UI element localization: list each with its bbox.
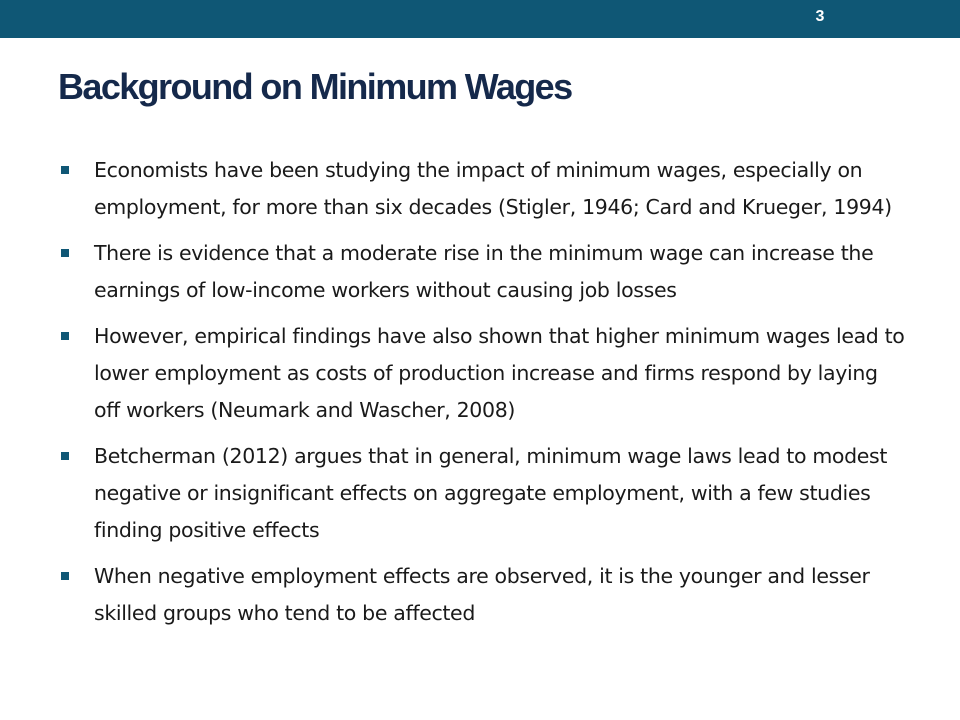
bullet-item xyxy=(58,318,908,429)
square-bullet-icon xyxy=(61,452,69,460)
bullet-item xyxy=(58,152,908,226)
slide-number: 3 xyxy=(815,8,825,25)
bullet-item xyxy=(58,438,908,549)
bullet-text: There is evidence that a moderate rise in the minimum wage can increase the earnings of low-income workers without causing job losses xyxy=(94,241,874,302)
bullet-item xyxy=(58,235,908,309)
bullet-text: Economists have been studying the impact of minimum wages, especially on employment, for more than six decades (Stigler, 1946; Card and Krueger, 1994) xyxy=(94,158,892,219)
square-bullet-icon xyxy=(61,572,69,580)
slide-title: Background on Minimum Wages xyxy=(58,66,572,107)
header-bar xyxy=(0,0,960,38)
bullet-text: Betcherman (2012) argues that in general, minimum wage laws lead to modest negative or insignificant effects on aggregate employment, with a few studies finding positive effects xyxy=(94,444,888,542)
bullet-text: However, empirical findings have also shown that higher minimum wages lead to lower employment as costs of production increase and firms respond by laying off workers (Neumark and Wascher, 2008) xyxy=(94,324,905,422)
bullet-item xyxy=(58,558,908,632)
bullet-list xyxy=(58,152,908,641)
square-bullet-icon xyxy=(61,249,69,257)
bullet-text: When negative employment effects are observed, it is the younger and lesser skilled groups who tend to be affected xyxy=(94,564,870,625)
square-bullet-icon xyxy=(61,166,69,174)
square-bullet-icon xyxy=(61,332,69,340)
